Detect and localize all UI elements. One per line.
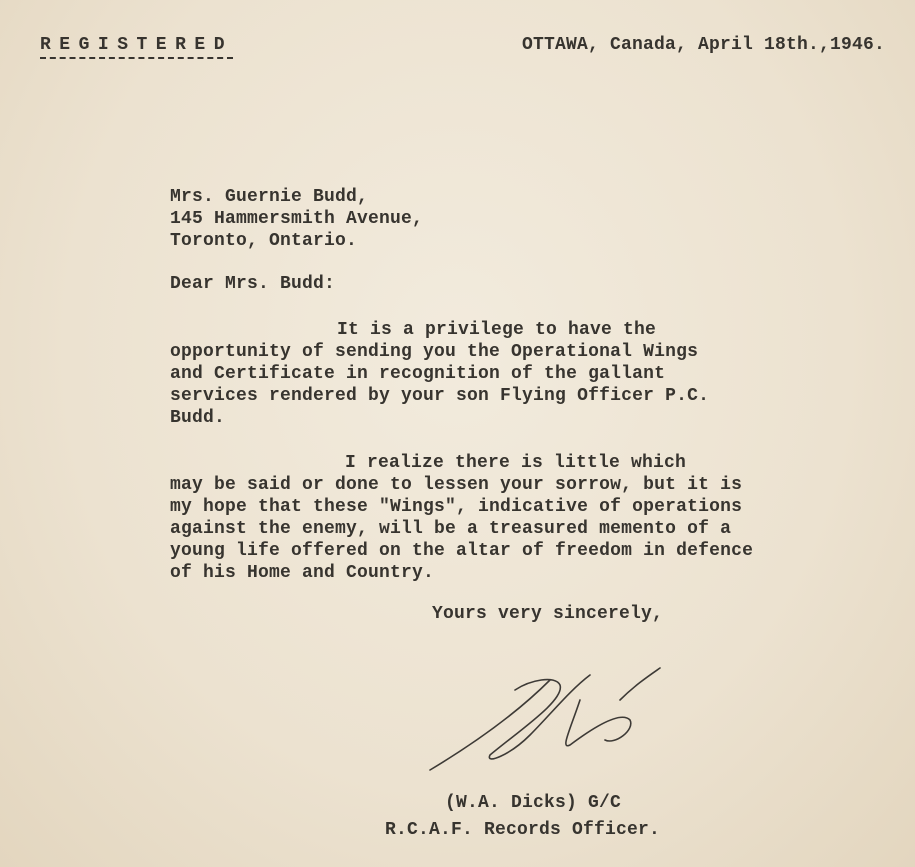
text-line: I realize there is little which bbox=[345, 453, 687, 473]
text-line: It is a privilege to have the bbox=[337, 320, 657, 340]
address-line: 145 Hammersmith Avenue, bbox=[170, 209, 424, 229]
handwritten-signature bbox=[420, 660, 680, 780]
address-line: Mrs. Guernie Budd, bbox=[170, 187, 369, 207]
text-line: Budd. bbox=[170, 408, 226, 428]
text-line: of his Home and Country. bbox=[170, 563, 435, 583]
signatory-title: R.C.A.F. Records Officer. bbox=[385, 820, 661, 840]
dateline: OTTAWA, Canada, April 18th.,1946. bbox=[522, 35, 886, 55]
text-line: and Certificate in recognition of the gallant bbox=[170, 364, 666, 384]
salutation: Dear Mrs. Budd: bbox=[170, 274, 336, 294]
registered-stamp: REGISTERED bbox=[40, 34, 233, 59]
text-line: may be said or done to lessen your sorrow, but it is bbox=[170, 475, 743, 495]
text-line: opportunity of sending you the Operational Wings bbox=[170, 342, 699, 362]
text-line: services rendered by your son Flying Officer P.C. bbox=[170, 386, 710, 406]
text-line: young life offered on the altar of freedom in defence bbox=[170, 541, 754, 561]
closing: Yours very sincerely, bbox=[432, 604, 664, 624]
text-line: against the enemy, will be a treasured memento of a bbox=[170, 519, 732, 539]
address-line: Toronto, Ontario. bbox=[170, 231, 358, 251]
signatory-name: (W.A. Dicks) G/C bbox=[445, 793, 622, 813]
text-line: my hope that these "Wings", indicative of operations bbox=[170, 497, 743, 517]
